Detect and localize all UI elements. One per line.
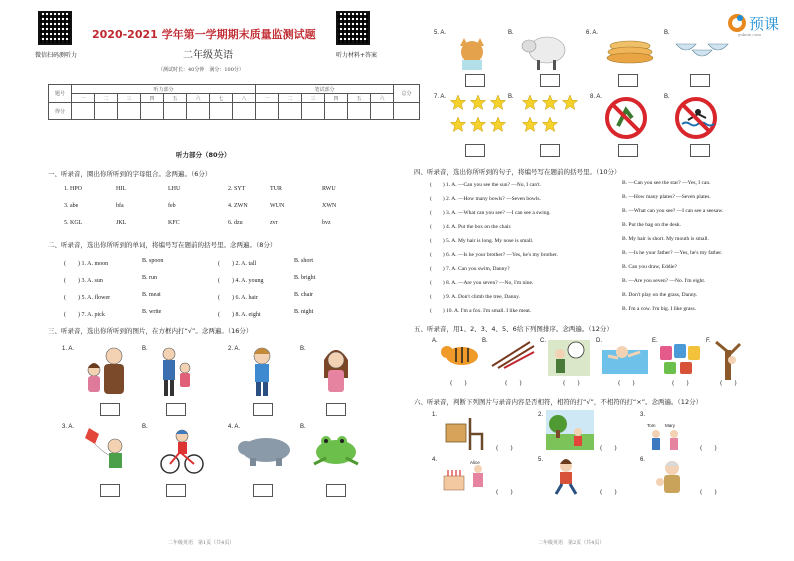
score-col-number: 八 [233, 94, 256, 103]
score-cell[interactable] [325, 103, 348, 120]
qr-code-listening[interactable] [38, 11, 72, 45]
q4-option-b[interactable]: B. —What can you see? —I can see a seesaw. [622, 208, 724, 214]
q1-option[interactable]: TUR [270, 186, 282, 192]
qr-label-right: 听力材料+答案 [336, 52, 378, 59]
answer-box[interactable] [690, 74, 710, 87]
q5-label: A. [432, 338, 438, 344]
no-swimming-sign-icon [674, 96, 718, 140]
star-icon [542, 95, 557, 110]
answer-box[interactable] [326, 484, 346, 497]
star-icon [470, 95, 485, 110]
q2-item[interactable]: ( ) 6. A. hair [218, 295, 258, 301]
q6-title: 六、听录音，判断下列图片与录音内容是否相符，相符的打“√”，不相符的打“×”。念两遍。（12分） [414, 398, 703, 406]
q6-label: 3. [640, 412, 646, 418]
school-bags-image [658, 340, 704, 376]
frog-image [308, 432, 364, 468]
park-scene-image [546, 410, 594, 450]
q5-label: F. [706, 338, 711, 344]
brand-logo-icon [726, 12, 748, 34]
q3-label: B. [664, 94, 670, 100]
score-cell[interactable] [371, 103, 394, 120]
q1-option[interactable]: 5. KGL [64, 220, 83, 226]
q5-label: D. [596, 338, 602, 344]
q3-label: 2. A. [228, 346, 241, 352]
answer-box[interactable] [253, 484, 273, 497]
brand-name: 预课 [749, 15, 780, 33]
q4-item[interactable]: ( ) 1. A. —Can you see the sun? —No, I can't. [430, 182, 541, 188]
sheep-image [521, 30, 569, 74]
q6-label: 1. [432, 412, 438, 418]
score-col-number: 六 [371, 94, 394, 103]
q4-item[interactable]: ( ) 8. A. —Are you seven? —No, I'm nine. [430, 280, 534, 286]
star-icon [562, 95, 577, 110]
q2-option-b[interactable]: B. meat [142, 292, 161, 298]
stars-image [450, 94, 510, 140]
q3-label: 4. A. [228, 424, 241, 430]
star-icon [542, 117, 557, 132]
answer-box[interactable] [326, 403, 346, 416]
q5-label: E. [652, 338, 658, 344]
qr-code-answers[interactable] [336, 11, 370, 45]
page-title: 2020-2021 学年第一学期期末质量监测试题 [92, 28, 316, 41]
cat-image [452, 32, 492, 72]
q4-title: 四、听录音，选出你所听到的句子，将编号写在题前的括号里。（10分） [414, 168, 621, 176]
no-climbing-sign-icon [604, 96, 648, 140]
score-col-number: 四 [141, 94, 164, 103]
star-icon [490, 95, 505, 110]
answer-box[interactable] [100, 403, 120, 416]
answer-box[interactable] [166, 484, 186, 497]
q4-item[interactable]: ( ) 3. A. —What can you see? —I can see a swing. [430, 210, 551, 216]
q3-label: 6. A. [586, 30, 599, 36]
q6-answer-paren[interactable]: ( ) [700, 489, 717, 496]
q4-option-b[interactable]: B. —Can you see the star? —Yes, I can. [622, 180, 711, 186]
answer-box[interactable] [618, 144, 638, 157]
q2-item[interactable]: ( ) 1. A. moon [64, 261, 109, 267]
answer-box[interactable] [690, 144, 710, 157]
score-cell[interactable] [118, 103, 141, 120]
page-footer-right: 二年级英语 第2页（共4页） [538, 540, 605, 546]
page-footer-left: 二年级英语 第1页（共4页） [168, 540, 235, 546]
section-header-listening: 听力部分（80分） [176, 151, 231, 159]
q5-answer-paren[interactable]: ( ) [618, 380, 635, 387]
score-col-number: 三 [302, 94, 325, 103]
bike-boy-image [160, 424, 204, 476]
running-girl-image [546, 458, 586, 498]
name-tag-tom: Tom [647, 423, 656, 428]
tiger-image [440, 340, 480, 370]
q6-label: 5. [538, 457, 544, 463]
q6-label: 2. [538, 412, 544, 418]
q6-answer-paren[interactable]: ( ) [600, 445, 617, 452]
q4-item[interactable]: ( ) 2. A. —How many bowls? —Seven bowls. [430, 196, 541, 202]
q5-label: B. [482, 338, 488, 344]
score-total: 总分 [394, 85, 420, 103]
q4-item[interactable]: ( ) 6. A. —Is he your brother? —Yes, he's my brother. [430, 252, 558, 258]
alice-image [470, 464, 486, 496]
score-cell[interactable] [210, 103, 233, 120]
q4-option-b[interactable]: B. —Are you seven? —No. I'm eight. [622, 278, 706, 284]
score-cell[interactable] [233, 103, 256, 120]
star-icon [490, 117, 505, 132]
score-cell[interactable] [141, 103, 164, 120]
q2-option-b[interactable]: B. spoon [142, 258, 164, 264]
score-cell[interactable] [394, 103, 420, 120]
score-cell[interactable] [72, 103, 95, 120]
star-icon [470, 117, 485, 132]
q3-label: B. [300, 346, 306, 352]
answer-box[interactable] [465, 144, 485, 157]
star-icon [450, 95, 465, 110]
bowls-image [674, 34, 730, 64]
tree-climb-image [712, 336, 744, 380]
grandma-girl-image [652, 458, 692, 498]
score-cell[interactable] [302, 103, 325, 120]
q2-option-b[interactable]: B. write [142, 309, 162, 315]
q5-title: 五、听录音，用1、2、3、4、5、6给下列图排序。念两遍。（12分） [414, 325, 613, 333]
q3-label: 5. A. [434, 30, 447, 36]
birthday-cake-image [440, 462, 468, 494]
q4-item[interactable]: ( ) 5. A. My hair is long. My nose is small. [430, 238, 534, 244]
name-tag-alice: Alice [470, 460, 480, 465]
q2-option-b[interactable]: B. chair [294, 292, 313, 298]
q1-option[interactable]: JKL [116, 220, 127, 226]
q2-option-b[interactable]: B. short [294, 258, 314, 264]
swimming-boy-image [602, 340, 648, 374]
answer-box[interactable] [100, 484, 120, 497]
answer-box[interactable] [465, 74, 485, 87]
stars-image [522, 94, 582, 140]
star-icon [450, 117, 465, 132]
score-listening: 听力部分 [72, 85, 256, 94]
score-col-number: 一 [72, 94, 95, 103]
q1-option[interactable]: XWN [322, 203, 337, 209]
tom-mary-image [646, 428, 686, 452]
q5-answer-paren[interactable]: ( ) [720, 380, 737, 387]
q4-item[interactable]: ( ) 7. A. Can you swim, Danny? [430, 266, 510, 272]
page-subtitle: 二年级英语 [183, 50, 233, 61]
answer-box[interactable] [166, 403, 186, 416]
q3-label: B. [508, 30, 514, 36]
q5-answer-paren[interactable]: ( ) [563, 380, 580, 387]
box-under-chair-image [440, 414, 486, 454]
q3-label: 8. A. [590, 94, 603, 100]
score-col-number: 一 [256, 94, 279, 103]
q6-answer-paren[interactable]: ( ) [700, 445, 717, 452]
q1-option[interactable]: HIL [116, 186, 126, 192]
q4-option-b[interactable]: B. Can you draw, Eddie? [622, 264, 677, 270]
clock-man-image [546, 338, 592, 378]
q4-item[interactable]: ( ) 9. A. Don't climb the tree, Danny. [430, 294, 520, 300]
star-icon [522, 117, 537, 132]
score-col-number: 五 [164, 94, 187, 103]
q3-label: 1. A. [62, 346, 75, 352]
hippo-image [238, 432, 292, 468]
score-cell[interactable] [187, 103, 210, 120]
score-cell[interactable] [348, 103, 371, 120]
q3-title: 三、听录音，选出你所听到的图片，在方框内打“√”。念两遍。（16分） [48, 327, 253, 335]
q6-label: 4. [432, 457, 438, 463]
q2-item[interactable]: ( ) 7. A. pick [64, 312, 105, 318]
score-col-number: 五 [348, 94, 371, 103]
score-written: 笔试部分 [256, 85, 394, 94]
q3-label: B. [300, 424, 306, 430]
q1-option[interactable]: 2. SYT [228, 186, 246, 192]
score-cell[interactable] [279, 103, 302, 120]
q2-item[interactable]: ( ) 3. A. sun [64, 278, 103, 284]
q1-option[interactable]: zvr [270, 220, 278, 226]
score-col-number: 四 [325, 94, 348, 103]
q1-option[interactable]: KFC [168, 220, 180, 226]
q3-label: 7. A. [434, 94, 447, 100]
grandpa-girl-image [78, 344, 134, 400]
score-table [48, 84, 420, 120]
q4-option-b[interactable]: B. Don't play on the grass, Danny. [622, 292, 698, 298]
q3-label: B. [664, 30, 670, 36]
q1-option[interactable]: bvz [322, 220, 331, 226]
boy-image [244, 344, 280, 400]
q3-label: 3. A. [62, 424, 75, 430]
q1-option[interactable]: WUN [270, 203, 285, 209]
q1-title: 一、听录音，圈出你所听到的字母组合。念两遍。（6分） [48, 170, 212, 178]
q2-item[interactable]: ( ) 2. A. tall [218, 261, 257, 267]
q4-option-b[interactable]: B. —How many plates? —Seven plates. [622, 194, 711, 200]
q5-answer-paren[interactable]: ( ) [672, 380, 689, 387]
q2-item[interactable]: ( ) 5. A. flower [64, 295, 111, 301]
answer-box[interactable] [540, 144, 560, 157]
score-col-number: 二 [95, 94, 118, 103]
q2-option-b[interactable]: B. night [294, 309, 314, 315]
score-row-label: 得分 [49, 103, 72, 120]
q6-answer-paren[interactable]: ( ) [496, 445, 513, 452]
q1-option[interactable]: 4. ZWN [228, 203, 248, 209]
star-icon [522, 95, 537, 110]
answer-box[interactable] [540, 74, 560, 87]
answer-box[interactable] [618, 74, 638, 87]
score-col-title: 题号 [49, 85, 72, 103]
score-cell[interactable] [164, 103, 187, 120]
q1-option[interactable]: feb [168, 203, 176, 209]
q2-option-b[interactable]: B. bright [294, 275, 316, 281]
q6-answer-paren[interactable]: ( ) [600, 489, 617, 496]
name-tag-mary: Mary [665, 423, 675, 428]
q5-answer-paren[interactable]: ( ) [505, 380, 522, 387]
score-cell[interactable] [256, 103, 279, 120]
q4-option-b[interactable]: B. I'm a cow. I'm big. I like grass. [622, 306, 697, 312]
exam-meta: （测试时长：40分钟 满分：100分） [158, 67, 244, 73]
brand-url: yukeie.com [738, 32, 761, 37]
q2-item[interactable]: ( ) 4. A. young [218, 278, 264, 284]
plates-image [606, 38, 654, 66]
qr-label-left: 微信扫码测听力 [35, 52, 78, 59]
q1-option[interactable]: bfa [116, 203, 124, 209]
q1-option[interactable]: 3. abe [64, 203, 79, 209]
q4-option-b[interactable]: B. Put the bag on the desk. [622, 222, 681, 228]
kite-boy-image [85, 426, 131, 476]
q4-item[interactable]: ( ) 10. A. I'm a fox. I'm small. I like meat. [430, 308, 532, 314]
q3-label: B. [508, 94, 514, 100]
q3-label: B. [142, 346, 148, 352]
q6-label: 6. [640, 457, 646, 463]
q3-label: B. [142, 424, 148, 430]
q1-option[interactable]: 1. HPO [64, 186, 83, 192]
answer-box[interactable] [253, 403, 273, 416]
father-daughter-image [155, 344, 199, 400]
score-cell[interactable] [95, 103, 118, 120]
q4-item[interactable]: ( ) 4. A. Put the box on the chair. [430, 224, 512, 230]
score-col-number: 七 [210, 94, 233, 103]
q1-option[interactable]: LHU [168, 186, 181, 192]
q6-answer-paren[interactable]: ( ) [496, 489, 513, 496]
q5-label: C. [540, 338, 546, 344]
score-col-number: 二 [279, 94, 302, 103]
q4-option-b[interactable]: B. —Is he your father? —Yes, he's my father. [622, 250, 723, 256]
q4-option-b[interactable]: B. My hair is short. My mouth is small. [622, 236, 709, 242]
q2-title: 二、听录音，选出你所听到的单词，将编号写在题前的括号里。念两遍。（8分） [48, 241, 277, 249]
q2-option-b[interactable]: B. run [142, 275, 157, 281]
score-col-number: 六 [187, 94, 210, 103]
long-hair-girl-image [318, 344, 354, 400]
chopsticks-image [490, 340, 536, 370]
q1-option[interactable]: RWU [322, 186, 336, 192]
score-col-number: 三 [118, 94, 141, 103]
q1-option[interactable]: 6. dzu [228, 220, 243, 226]
q5-answer-paren[interactable]: ( ) [450, 380, 467, 387]
q2-item[interactable]: ( ) 8. A. eight [218, 312, 261, 318]
